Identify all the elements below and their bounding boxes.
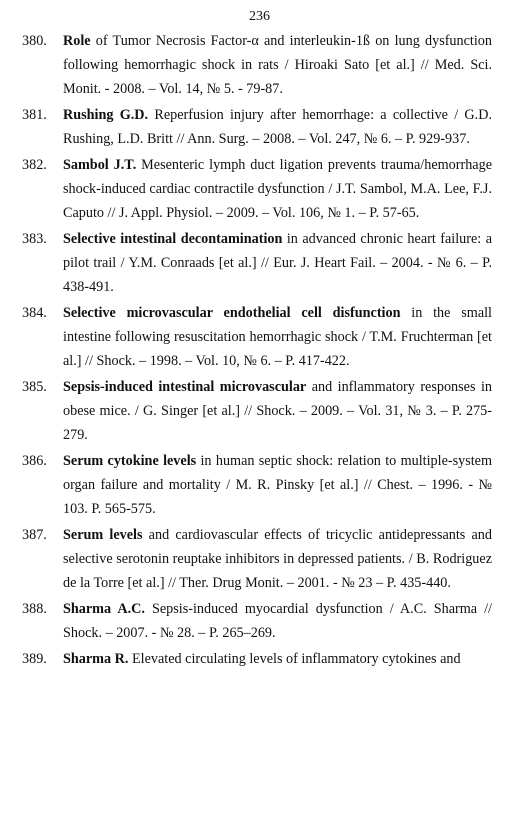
reference-lead: Sepsis-induced intestinal microvascular xyxy=(63,379,307,395)
reference-text: and cardiovascular effects of tricyclic antidepressants and selective serotonin reuptake inhibitors in depressed patients. / B. Rodriguez de la Torre [et al.] // Ther. Drug Monit. – 2001. - № 23 – P. 435-440. xyxy=(63,527,492,591)
reference-lead: Selective microvascular endothelial cell disfunction xyxy=(63,305,401,321)
reference-item xyxy=(22,29,492,101)
reference-item xyxy=(22,153,492,225)
reference-text: in human septic shock: relation to multiple-system organ failure and mortality / M. R. Pinsky [et al.] // Chest. – 1996. - № 103. P. 565-575. xyxy=(63,453,493,517)
reference-number: 384. xyxy=(22,305,47,321)
reference-lead: Role xyxy=(63,33,91,49)
reference-item xyxy=(22,375,492,447)
reference-number: 388. xyxy=(22,601,47,617)
reference-item xyxy=(22,523,492,595)
reference-text: and inflammatory responses in obese mice. / G. Singer [et al.] // Shock. – 2009. – Vol. 31, № 3. – P. 275-279. xyxy=(63,379,492,443)
reference-lead: Sharma R. xyxy=(63,651,129,667)
reference-number: 386. xyxy=(22,453,47,469)
reference-number: 382. xyxy=(22,157,47,173)
reference-text: of Tumor Necrosis Factor-α and interleukin-1ß on lung dysfunction following hemorrhagic shock in rats / Hiroaki Sato [et al.] // Med. Sci. Monit. - 2008. – Vol. 14, № 5. - 79-87. xyxy=(63,33,492,97)
reference-number: 387. xyxy=(22,527,47,543)
reference-item xyxy=(22,227,492,299)
reference-list xyxy=(22,29,492,673)
reference-item xyxy=(22,647,492,671)
reference-item xyxy=(22,103,492,151)
reference-number: 381. xyxy=(22,107,47,123)
reference-lead: Serum levels xyxy=(63,527,143,543)
reference-lead: Selective intestinal decontamination xyxy=(63,231,283,247)
reference-item xyxy=(22,449,492,521)
reference-text: Mesenteric lymph duct ligation prevents trauma/hemorrhage shock-induced cardiac contractile dysfunction / J.T. Sambol, M.A. Lee, F.J. Caputo // J. Appl. Physiol. – 2009. – Vol. 106, № 1. – P. 57-65. xyxy=(63,157,492,221)
reference-lead: Serum cytokine levels xyxy=(63,453,197,469)
reference-lead: Sambol J.T. xyxy=(63,157,137,173)
reference-text: in the small intestine following resuscitation hemorrhagic shock / T.M. Fruchterman [et al.] // Shock. – 1998. – Vol. 10, № 6. – P. 417-422. xyxy=(63,305,492,369)
reference-text: Elevated circulating levels of inflammatory cytokines and xyxy=(128,651,461,667)
page-number: 236 xyxy=(249,9,270,24)
reference-text: in advanced chronic heart failure: a pilot trail / Y.M. Conraads [et al.] // Eur. J. Heart Fail. – 2004. - № 6. – P. 438-491. xyxy=(63,231,492,295)
reference-text: Reperfusion injury after hemorrhage: a collective / G.D. Rushing, L.D. Britt // Ann. Surg. – 2008. – Vol. 247, № 6. – P. 929-937. xyxy=(63,107,492,147)
reference-lead: Rushing G.D. xyxy=(63,107,149,123)
reference-text: Sepsis-induced myocardial dysfunction / A.C. Sharma // Shock. – 2007. - № 28. – P. 265–269. xyxy=(63,601,493,641)
reference-number: 383. xyxy=(22,231,47,247)
reference-number: 380. xyxy=(22,33,47,49)
reference-lead: Sharma A.C. xyxy=(63,601,145,617)
reference-number: 385. xyxy=(22,379,47,395)
reference-item xyxy=(22,301,492,373)
reference-item xyxy=(22,597,492,645)
reference-number: 389. xyxy=(22,651,47,667)
